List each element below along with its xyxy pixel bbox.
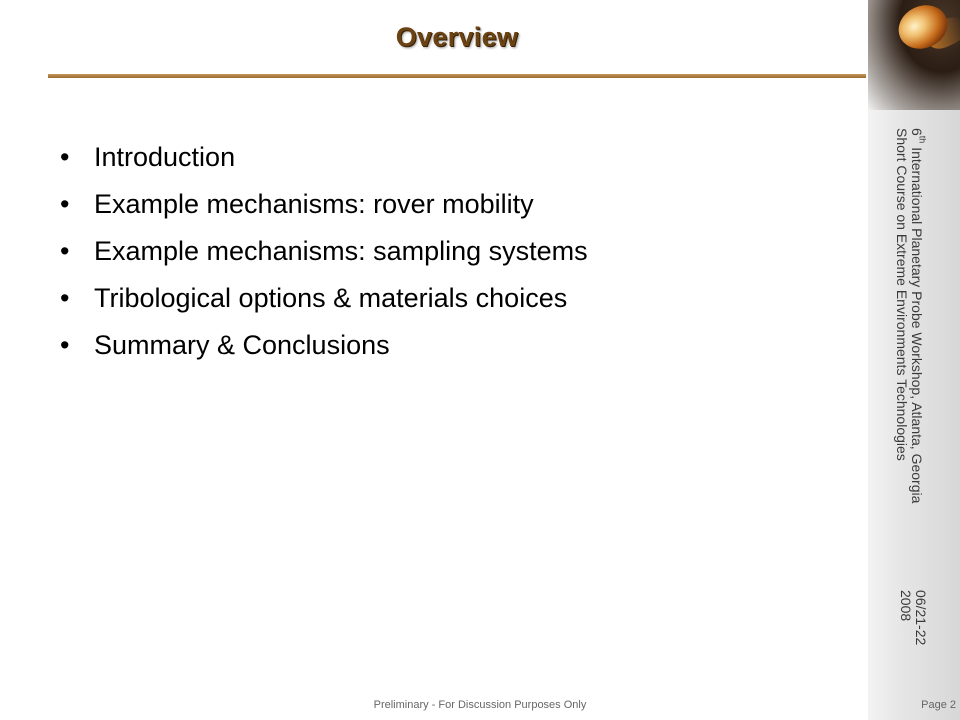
footer-notice: Preliminary - For Discussion Purposes Only: [373, 699, 587, 711]
bullet-icon: •: [60, 330, 70, 360]
bullet-icon: •: [60, 189, 70, 219]
page-number: Page 2: [921, 699, 956, 711]
list-item: [60, 283, 840, 314]
list-item: [60, 142, 840, 173]
bullet-text: Tribological options & materials choices: [94, 283, 568, 313]
bullet-icon: •: [60, 283, 70, 313]
list-item: [60, 236, 840, 267]
ordinal-suffix: th: [917, 135, 928, 144]
list-item: [60, 330, 840, 361]
list-item: [60, 189, 840, 220]
workshop-line-2: Short Course on Extreme Environments Technologies: [894, 128, 910, 461]
probe-entry-image: [868, 0, 960, 110]
bullet-list: [60, 142, 840, 377]
date-line-2: 2008: [898, 590, 914, 622]
bullet-text: Example mechanisms: rover mobility: [94, 189, 534, 219]
bullet-text: Summary & Conclusions: [94, 330, 390, 360]
workshop-date: [898, 590, 928, 645]
date-line-1: 06/21-22: [913, 590, 929, 646]
bullet-text: Introduction: [94, 142, 236, 172]
bullet-text: Example mechanisms: sampling systems: [94, 236, 588, 266]
slide-title: Overview: [395, 22, 519, 52]
probe-icon: [891, 0, 954, 57]
title-underline: [48, 74, 866, 78]
workshop-ordinal: 6: [909, 128, 925, 136]
bullet-icon: •: [60, 236, 70, 266]
workshop-name: International Planetary Probe Workshop, Atlanta, Georgia: [909, 143, 925, 504]
workshop-line-1: [909, 128, 930, 503]
bullet-icon: •: [60, 142, 70, 172]
workshop-caption: [894, 128, 930, 503]
